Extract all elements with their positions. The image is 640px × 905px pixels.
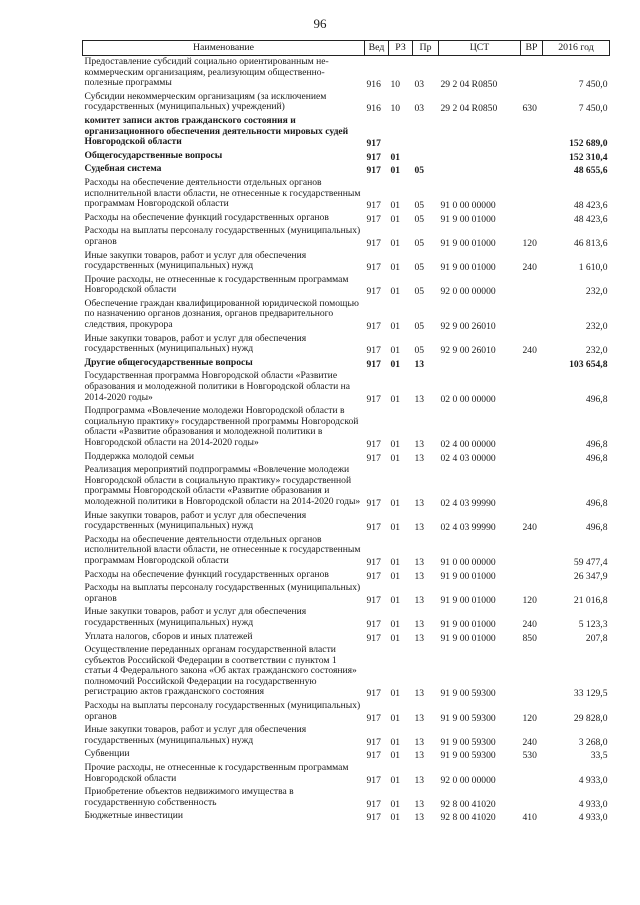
- row-ved: 916: [366, 79, 381, 91]
- row-amount: 48 655,6: [573, 165, 608, 177]
- row-cst: 91 9 00 01000: [440, 632, 496, 644]
- row-amount: 29 828,0: [573, 712, 608, 724]
- row-vr: 120: [522, 594, 537, 606]
- row-amount: 103 654,8: [569, 358, 608, 370]
- table-row: [83, 91, 610, 115]
- row-cst: 91 9 00 01000: [440, 618, 496, 630]
- row-vr: [521, 298, 543, 333]
- row-pr: 05: [414, 321, 425, 333]
- row-pr: 13: [414, 452, 425, 464]
- row-vr: [521, 786, 543, 810]
- row-name: Обеспечение граждан квалифицированной юридической помощью по назначению органов дознания, органов предварительного следствия, прокурора: [84, 297, 359, 331]
- row-cst: 29 2 04 R0850: [440, 79, 498, 91]
- table-row: [83, 274, 610, 298]
- row-amount: 46 813,6: [573, 237, 608, 249]
- row-pr: 13: [414, 798, 425, 810]
- row-vr: [521, 115, 543, 150]
- row-vr: [521, 644, 543, 700]
- row-pr: 13: [414, 812, 425, 824]
- row-cst: 91 9 00 01000: [440, 237, 496, 249]
- row-rz: 01: [390, 594, 401, 606]
- row-pr: 03: [414, 103, 425, 115]
- row-vr: [521, 569, 543, 583]
- row-vr: [521, 405, 543, 450]
- row-amount: 48 423,6: [573, 213, 608, 225]
- row-ved: 917: [366, 798, 381, 810]
- row-rz: 01: [390, 262, 401, 274]
- row-ved: 917: [366, 262, 381, 274]
- row-vr: 410: [522, 812, 537, 824]
- row-amount: 21 016,8: [573, 594, 608, 606]
- row-amount: 232,0: [585, 321, 608, 333]
- row-vr: [521, 163, 543, 177]
- row-cst: 91 9 00 01000: [440, 594, 496, 606]
- column-header-vr: ВР: [521, 41, 543, 56]
- row-vr: [521, 451, 543, 465]
- row-cst: 02 4 03 00000: [440, 452, 496, 464]
- row-rz: 01: [390, 237, 401, 249]
- row-vr: 530: [522, 750, 537, 762]
- row-name: Предоставление субсидий социально ориентированным не-коммерческим организациям, реализующим общественно-полезные программы: [84, 56, 329, 89]
- column-header-name: Наименование: [83, 41, 365, 56]
- row-cst: 91 9 00 59300: [440, 750, 496, 762]
- column-header-pr: Пр: [413, 41, 439, 56]
- column-header-cst: ЦСТ: [439, 41, 521, 56]
- row-rz: 01: [390, 321, 401, 333]
- row-vr: 240: [522, 522, 537, 534]
- table-row: [83, 250, 610, 274]
- row-amount: 7 450,0: [578, 103, 608, 115]
- row-cst: [439, 150, 521, 164]
- row-amount: 33 129,5: [573, 688, 608, 700]
- row-pr: 13: [414, 497, 425, 509]
- row-name: Расходы на выплаты персоналу государственных (муниципальных) органов: [84, 225, 361, 247]
- table-row: [83, 724, 610, 748]
- row-vr: [521, 357, 543, 371]
- row-rz: 01: [390, 618, 401, 630]
- row-name: Расходы на выплаты персоналу государственных (муниципальных) органов: [84, 700, 361, 722]
- table-row: [83, 631, 610, 645]
- row-ved: 917: [366, 618, 381, 630]
- row-amount: 496,8: [585, 439, 608, 450]
- row-rz: 01: [390, 393, 401, 405]
- row-ved: 917: [366, 736, 381, 748]
- row-amount: 4 933,0: [578, 812, 608, 824]
- row-pr: 13: [414, 570, 425, 582]
- table-row: [83, 115, 610, 150]
- row-vr: 240: [522, 618, 537, 630]
- row-vr: 630: [522, 103, 537, 115]
- row-name: Иные закупки товаров, работ и услуг для обеспечения государственных (муниципальных) нужд: [84, 509, 307, 532]
- row-vr: [521, 370, 543, 405]
- row-cst: 91 9 00 59300: [440, 688, 496, 700]
- table-row: [83, 357, 610, 371]
- table-row: [83, 510, 610, 534]
- row-rz: 01: [390, 165, 401, 177]
- row-vr: [521, 212, 543, 226]
- row-ved: 917: [366, 439, 381, 450]
- row-name: комитет записи актов гражданского состояния и организационного обеспечения деятельности мировых судей Новгородской области: [84, 114, 349, 148]
- row-amount: 59 477,4: [573, 556, 608, 568]
- table-row: [83, 298, 610, 333]
- row-name: Подпрограмма «Вовлечение молодежи Новгородской области в социальную практику» государственной программы Новгородской области «Развитие образования и молодежной политики в Новгородской области на 2014-2020 годы»: [84, 405, 359, 448]
- table-row: [83, 177, 610, 212]
- table-row: [83, 56, 610, 91]
- row-cst: 91 9 00 59300: [440, 736, 496, 748]
- row-vr: 850: [522, 632, 537, 644]
- row-pr: 13: [414, 688, 425, 700]
- row-cst: 92 0 00 00000: [440, 774, 496, 786]
- row-cst: [439, 357, 521, 371]
- row-rz: 01: [390, 286, 401, 298]
- row-name: Реализация мероприятий подпрограммы «Вовлечение молодежи Новгородской области в социальную практику» государственной программы Новгородской области «Развитие образования и молодежной политики в Новгородской области на 2014-2020 годы»: [84, 464, 361, 507]
- row-ved: 917: [366, 358, 381, 370]
- row-amount: 496,8: [585, 393, 608, 405]
- row-amount: 152 310,4: [569, 151, 608, 163]
- row-vr: [521, 534, 543, 569]
- row-amount: 7 450,0: [578, 79, 608, 91]
- row-rz: 10: [390, 79, 401, 91]
- row-vr: [521, 150, 543, 164]
- row-vr: [521, 274, 543, 298]
- row-ved: 917: [366, 632, 381, 644]
- table-header-row: [83, 41, 610, 56]
- table-row: [83, 534, 610, 569]
- row-amount: 496,8: [585, 497, 608, 509]
- row-name: Прочие расходы, не отнесенные к государственным программам Новгородской области: [84, 762, 349, 784]
- row-rz: 01: [390, 213, 401, 225]
- row-ved: 917: [366, 321, 381, 333]
- row-vr: [521, 464, 543, 509]
- row-cst: 91 0 00 00000: [440, 200, 496, 212]
- row-ved: 917: [366, 750, 381, 762]
- table-row: [83, 225, 610, 249]
- table-row: [83, 644, 610, 700]
- row-ved: 917: [366, 712, 381, 724]
- row-rz: 01: [390, 570, 401, 582]
- row-ved: 917: [366, 452, 381, 464]
- row-pr: [413, 115, 439, 150]
- row-name: Субсидии некоммерческим организациям (за исключением государственных (муниципальных) учреждений): [84, 90, 327, 113]
- row-pr: 13: [414, 712, 425, 724]
- row-ved: 917: [366, 138, 381, 150]
- row-name: Государственная программа Новгородской области «Развитие образования и молодежной политики в Новгородской области на 2014-2020 годы»: [84, 370, 351, 403]
- row-rz: 10: [390, 103, 401, 115]
- row-amount: 26 347,9: [573, 570, 608, 582]
- row-cst: 91 9 00 01000: [440, 213, 496, 225]
- row-name: Прочие расходы, не отнесенные к государственным программам Новгородской области: [84, 273, 349, 296]
- table-row: [83, 582, 610, 606]
- row-pr: 13: [414, 736, 425, 748]
- row-amount: 207,8: [585, 632, 608, 644]
- row-name: Иные закупки товаров, работ и услуг для обеспечения государственных (муниципальных) нужд: [84, 606, 307, 628]
- row-rz: 01: [390, 497, 401, 509]
- row-vr: 240: [522, 262, 537, 274]
- row-pr: 13: [414, 393, 425, 405]
- row-pr: 13: [414, 594, 425, 606]
- row-name: Иные закупки товаров, работ и услуг для обеспечения государственных (муниципальных) нужд: [84, 332, 307, 355]
- row-name: Иные закупки товаров, работ и услуг для обеспечения государственных (муниципальных) нужд: [84, 724, 307, 746]
- table-row: [83, 762, 610, 786]
- row-rz: 01: [390, 798, 401, 810]
- row-ved: 917: [366, 594, 381, 606]
- column-header-rz: РЗ: [389, 41, 413, 56]
- row-vr: 120: [522, 712, 537, 724]
- row-rz: 01: [390, 358, 401, 370]
- row-rz: 01: [390, 688, 401, 700]
- row-vr: [521, 762, 543, 786]
- row-rz: 01: [390, 522, 401, 534]
- row-vr: [521, 56, 543, 91]
- row-pr: 13: [414, 556, 425, 568]
- row-amount: 232,0: [585, 286, 608, 298]
- row-ved: 917: [366, 165, 381, 177]
- row-amount: 48 423,6: [573, 200, 608, 212]
- table-row: [83, 464, 610, 509]
- row-rz: 01: [390, 345, 401, 357]
- row-ved: 917: [366, 556, 381, 568]
- row-ved: 917: [366, 286, 381, 298]
- row-pr: 13: [414, 439, 425, 450]
- table-row: [83, 786, 610, 810]
- row-cst: 02 4 00 00000: [440, 439, 496, 450]
- row-ved: 917: [366, 151, 381, 163]
- row-cst: 02 4 03 99990: [440, 522, 496, 534]
- row-ved: 917: [366, 497, 381, 509]
- row-ved: 917: [366, 812, 381, 824]
- row-amount: 3 268,0: [578, 736, 608, 748]
- budget-table: [82, 40, 610, 824]
- row-amount: 4 933,0: [578, 798, 608, 810]
- row-pr: 05: [414, 165, 425, 177]
- row-cst: 91 9 00 01000: [440, 570, 496, 582]
- row-amount: 496,8: [585, 452, 608, 464]
- row-cst: 91 9 00 59300: [440, 712, 496, 724]
- row-pr: 05: [414, 345, 425, 357]
- row-name: Расходы на обеспечение деятельности отдельных органов исполнительной власти области, не отнесенные к государственным программам Новгородской области: [84, 176, 361, 210]
- row-cst: [439, 115, 521, 150]
- row-ved: 917: [366, 213, 381, 225]
- row-ved: 917: [366, 200, 381, 212]
- row-rz: 01: [390, 712, 401, 724]
- row-amount: 1 610,0: [578, 262, 608, 274]
- row-pr: 05: [414, 262, 425, 274]
- row-pr: 13: [414, 618, 425, 630]
- page-number: 96: [313, 16, 327, 31]
- table-row: [83, 748, 610, 762]
- row-ved: 917: [366, 774, 381, 786]
- row-amount: 5 123,3: [578, 618, 608, 630]
- row-pr: 13: [414, 750, 425, 762]
- row-ved: 917: [366, 237, 381, 249]
- row-amount: 33,5: [590, 750, 608, 762]
- row-pr: 05: [414, 213, 425, 225]
- row-pr: 05: [414, 237, 425, 249]
- row-name: Судебная система: [84, 163, 162, 175]
- row-name: Осуществление переданных органам государственной власти субъектов Российской Федерации в соответствии с пунктом 1 статьи 4 Федерального закона «Об актах гражданского состояния» полномочий Российской Федерации на государственную регистрацию актов гражданского состояния: [84, 644, 357, 698]
- table-row: [83, 606, 610, 630]
- row-cst: 92 9 00 26010: [440, 345, 496, 357]
- row-rz: 01: [390, 812, 401, 824]
- row-pr: 05: [414, 286, 425, 298]
- row-amount: 4 933,0: [578, 774, 608, 786]
- row-ved: 917: [366, 688, 381, 700]
- table-row: [83, 333, 610, 357]
- row-cst: 91 0 00 00000: [440, 556, 496, 568]
- row-amount: 152 689,0: [569, 138, 608, 150]
- table-row: [83, 212, 610, 226]
- row-amount: 496,8: [585, 522, 608, 534]
- row-cst: 92 9 00 26010: [440, 321, 496, 333]
- row-name: Субвенции: [84, 748, 130, 760]
- table-row: [83, 405, 610, 450]
- row-name: Иные закупки товаров, работ и услуг для обеспечения государственных (муниципальных) нужд: [84, 249, 307, 272]
- row-cst: 29 2 04 R0850: [440, 103, 498, 115]
- row-vr: 240: [522, 736, 537, 748]
- row-ved: 917: [366, 522, 381, 534]
- row-rz: 01: [390, 774, 401, 786]
- row-pr: 05: [414, 200, 425, 212]
- row-name: Поддержка молодой семьи: [84, 450, 195, 462]
- table-row: [83, 370, 610, 405]
- row-name: Расходы на выплаты персоналу государственных (муниципальных) органов: [84, 582, 361, 604]
- row-name: Общегосударственные вопросы: [84, 149, 223, 161]
- row-name: Расходы на обеспечение деятельности отдельных органов исполнительной власти области, не отнесенные к государственным программам Новгородской области: [84, 533, 361, 566]
- table-row: [83, 163, 610, 177]
- row-rz: 01: [390, 632, 401, 644]
- row-rz: 01: [390, 556, 401, 568]
- row-ved: 916: [366, 103, 381, 115]
- row-ved: 917: [366, 570, 381, 582]
- row-ved: 917: [366, 345, 381, 357]
- row-vr: 120: [522, 237, 537, 249]
- row-vr: [521, 177, 543, 212]
- row-name: Уплата налогов, сборов и иных платежей: [84, 630, 253, 642]
- row-rz: 01: [390, 452, 401, 464]
- row-cst: 92 8 00 41020: [440, 812, 496, 824]
- row-name: Другие общегосударственные вопросы: [84, 356, 253, 368]
- column-header-ved: Вед: [365, 41, 389, 56]
- table-row: [83, 810, 610, 824]
- row-pr: 13: [414, 358, 425, 370]
- row-rz: 01: [390, 736, 401, 748]
- row-pr: [413, 150, 439, 164]
- row-pr: 13: [414, 522, 425, 534]
- row-name: Приобретение объектов недвижимого имущества в государственную собственность: [84, 786, 294, 808]
- row-vr: 240: [522, 345, 537, 357]
- row-rz: [389, 115, 413, 150]
- row-rz: 01: [390, 200, 401, 212]
- row-cst: 91 9 00 01000: [440, 262, 496, 274]
- table-row: [83, 700, 610, 724]
- table-row: [83, 150, 610, 164]
- row-cst: [439, 163, 521, 177]
- row-name: Расходы на обеспечение функций государственных органов: [84, 568, 329, 580]
- row-name: Расходы на обеспечение функций государственных органов: [84, 211, 329, 223]
- row-ved: 917: [366, 393, 381, 405]
- row-amount: 232,0: [585, 345, 608, 357]
- row-cst: 92 0 00 00000: [440, 286, 496, 298]
- row-rz: 01: [390, 439, 401, 450]
- row-cst: 92 8 00 41020: [440, 798, 496, 810]
- row-pr: 03: [414, 79, 425, 91]
- row-name: Бюджетные инвестиции: [84, 810, 183, 822]
- row-cst: 02 0 00 00000: [440, 393, 496, 405]
- table-row: [83, 569, 610, 583]
- row-rz: 01: [390, 151, 401, 163]
- table-row: [83, 451, 610, 465]
- row-cst: 02 4 03 99990: [440, 497, 496, 509]
- column-header-amount: 2016 год: [543, 41, 610, 56]
- row-pr: 13: [414, 774, 425, 786]
- row-rz: 01: [390, 750, 401, 762]
- row-pr: 13: [414, 632, 425, 644]
